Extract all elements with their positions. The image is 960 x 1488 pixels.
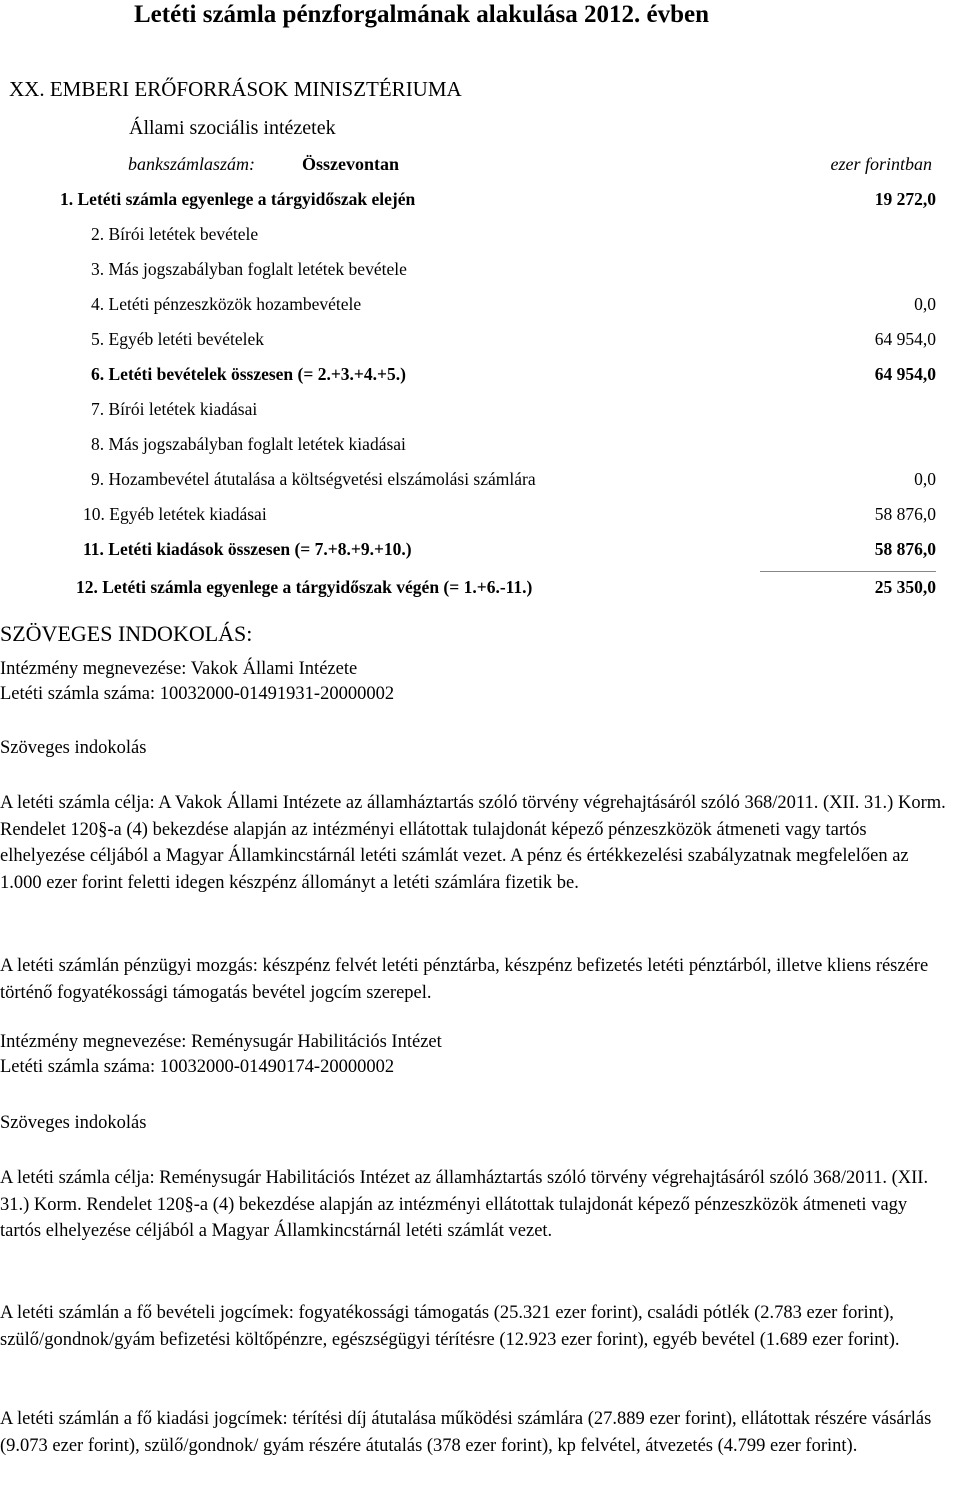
table-row [0, 434, 960, 456]
row-value: 64 954,0 [874, 329, 936, 349]
bank-account-value: Összevontan [302, 154, 400, 174]
institution-1-movements: A letéti számlán pénzügyi mozgás: készpénz felvét letéti pénztárba, készpénz befizetés letéti pénztárból, illetve kliens részére történő fogyatékossági támogatás bevétel jogcím szerepel. [0, 956, 929, 1003]
row-value: 58 876,0 [874, 504, 936, 524]
row-label: 11. Letéti kiadások összesen (= 7.+8.+9.+10.) [83, 539, 412, 559]
document-title: Letéti számla pénzforgalmának alakulása 2012. évben [134, 1, 709, 28]
table-row [0, 329, 960, 351]
institution-2-heading: Szöveges indokolás [0, 1113, 147, 1133]
institution-1-name: Intézmény megnevezése: Vakok Állami Intézete [0, 659, 358, 679]
row-label: 6. Letéti bevételek összesen (= 2.+3.+4.+5.) [91, 364, 406, 384]
row-label: 7. Bírói letétek kiadásai [91, 399, 258, 419]
institution-2-purpose: A letéti számla célja: Reménysugár Habilitációs Intézet az államháztartás szóló törvény végrehajtásáról szóló 368/2011. (XII. 31.) Korm. Rendelet 120§-a (4) bekezdése alapján az intézményi ellátottak tulajdonát képező pénzeszközök átmeneti vagy tartós elhelyezése céljából a Magyar Államkincstárnál letéti számlát vezet. [0, 1168, 929, 1241]
row-value: 0,0 [914, 469, 936, 489]
institution-group: Állami szociális intézetek [129, 117, 336, 139]
row-value: 64 954,0 [874, 364, 936, 384]
institution-2-revenues: A letéti számlán a fő bevételi jogcímek: fogyatékossági támogatás (25.321 ezer forint), családi pótlék (2.783 ezer forint), szülő/gondnok/gyám befizetési költőpénzre, egészségügyi térítésre (12.923 ezer forint), egyéb bevétel (1.689 ezer forint). [0, 1303, 900, 1350]
row-value: 25 350,0 [874, 577, 936, 597]
institution-2-expenses: A letéti számlán a fő kiadási jogcímek: térítési díj átutalása működési számlára (27.889 ezer forint), ellátottak részére vásárlás (9.073 ezer forint), szülő/gondnok/ gyám részére átutalás (378 ezer forint), kp felvétel, átvezetés (4.799 ezer forint). [0, 1409, 932, 1456]
row-label: 12. Letéti számla egyenlege a tárgyidőszak végén (= 1.+6.-11.) [76, 577, 533, 597]
ministry-name: XX. EMBERI ERŐFORRÁSOK MINISZTÉRIUMA [9, 77, 462, 101]
row-value: 0,0 [914, 294, 936, 314]
row-label: 5. Egyéb letéti bevételek [91, 329, 264, 349]
institution-1-purpose: A letéti számla célja: A Vakok Állami Intézete az államháztartás szóló törvény végrehajtásáról szóló 368/2011. (XII. 31.) Korm. Rendelet 120§-a (4) bekezdése alapján az intézményi ellátottak tulajdonát képező pénzeszközök átmeneti vagy tartós elhelyezése céljából a Magyar Államkincstárnál letéti számlát vezet. A pénz és értékkezelési szabályzatnak megfelelően az 1.000 ezer forint feletti idegen készpénz állományt a letéti számlára fizetik be. [0, 793, 946, 893]
row-label: 2. Bírói letétek bevétele [91, 224, 259, 244]
row-label: 8. Más jogszabályban foglalt letétek kiadásai [91, 434, 406, 454]
section-title: SZÖVEGES INDOKOLÁS: [0, 621, 253, 646]
total-rule [760, 571, 936, 572]
row-label: 10. Egyéb letétek kiadásai [83, 504, 267, 524]
row-value: 19 272,0 [874, 189, 936, 209]
row-label: 9. Hozambevétel átutalása a költségvetési elszámolási számlára [91, 469, 536, 489]
table-row [0, 399, 960, 421]
unit-label: ezer forintban [830, 154, 932, 174]
table-row [0, 189, 960, 211]
institution-2-name: Intézmény megnevezése: Reménysugár Habilitációs Intézet [0, 1032, 442, 1052]
row-value: 58 876,0 [874, 539, 936, 559]
bank-account-label: bankszámlaszám: [128, 154, 256, 174]
table-row [0, 259, 960, 281]
institution-1-heading: Szöveges indokolás [0, 738, 147, 758]
table-row [0, 577, 960, 599]
row-label: 1. Letéti számla egyenlege a tárgyidőszak elején [60, 189, 416, 209]
row-label: 3. Más jogszabályban foglalt letétek bevétele [91, 259, 407, 279]
table-row [0, 539, 960, 561]
table-row [0, 504, 960, 526]
row-label: 4. Letéti pénzeszközök hozambevétele [91, 294, 362, 314]
table-row [0, 224, 960, 246]
table-row [0, 364, 960, 386]
table-row [0, 469, 960, 491]
institution-1-account: Letéti számla száma: 10032000-01491931-20000002 [0, 684, 395, 704]
institution-2-account: Letéti számla száma: 10032000-01490174-20000002 [0, 1057, 395, 1077]
table-row [0, 294, 960, 316]
